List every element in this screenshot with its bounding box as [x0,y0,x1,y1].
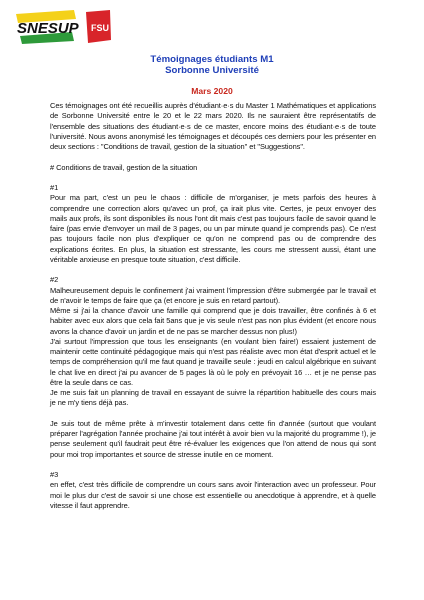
snesup-logo-icon [14,10,112,44]
testimony-3-label: #3 [50,470,59,479]
svg-text:FSU: FSU [91,23,109,33]
testimony-3-paragraph: en effet, c'est très difficile de comprendre un cours sans avoir l'interaction avec un professeur. Pour moi le plus dur c'est de savoir si une chose est essentielle ou anecdotique à apprendre, et à quelle vitesse il faut apprendre. [50,480,376,510]
testimony-2-paragraph-4: Je me suis fait un planning de travail en essayant de suivre la répartition habituelle des cours mais je ne m'y tiens déjà pas. [50,388,376,408]
document-title: Témoignages étudiants M1 [150,54,274,65]
testimony-2-paragraph-1: Malheureusement depuis le confinement j'ai vraiment l'impression d'être submergée par le travail et de n'avoir le temps de faire que ça (et encore je suis en retard partout). [50,285,376,305]
document-body [50,101,376,511]
document-date: Mars 2020 [191,86,233,96]
testimony-1-label: #1 [50,183,59,192]
testimony-2-label: #2 [50,275,59,285]
document-subtitle: Sorbonne Université [165,65,259,76]
testimony-2-paragraph-5: Je suis tout de même prête à m'investir totalement dans cette fin d'année (surtout que voulant préparer l'agrégation l'année prochaine j'ai tout intérêt à avoir bien vu la majorité du programme !), je pense seulement qu'il faudrait peut être ré-évaluer les exigences que l'on attend de nous qui sont pour moi trop importantes et source de stresse inutile en ce moment. [50,418,376,459]
snesup-fsu-logo [14,10,112,44]
svg-text:SNESUP: SNESUP [17,20,79,37]
testimony-2-paragraph-2: Même si j'ai la chance d'avoir une famille qui comprend que je dois travailler, être confinés à 6 et habiter avec eux alors que cela fait 5ans que je vis seule n'est pas non plus évident (et encore nous avons la chance d'avoir un jardin et de ne pas se marcher dessus non plus!) [50,306,376,336]
testimony-1-paragraph: Pour ma part, c'est un peu le chaos : difficile de m'organiser, je mets parfois des heures à comprendre une correction alors qu'avec un prof, ça irait plus vite. Certes, je peux envoyer des mails aux profs, ils sont disponibles ils nous l'ont dit mais c'est pas toujours facile de savoir quand le faire (pas envie d'envoyer un mail de 3 pages, ou un par minute quand je comprends pas). Ce n'est pas toujours facile non plus d'expliquer ce qu'on ne comprend pas ou de comprendre des explications écrites. En plus, la situation est stressante, les cours me stressent aussi, étant une véritable anxieuse en presque toute situation, c'est difficile. [50,193,376,264]
intro-paragraph: Ces témoignages ont été recueillis auprès d'étudiant·e·s du Master 1 Mathématiques et applications de Sorbonne Université entre le 20 et le 22 mars 2020. Ils ne sauraient être représentatifs de l'ensemble des situations des étudiant·e·s de ce master, encore moins des étudiant·e·s de toute l'université. Nous avons anonymisé les témoignages et découpés ces derniers pour les présenter en deux sections : "Conditions de travail, gestion de la situation" et "Suggestions". [50,101,376,151]
testimony-2-paragraph-3: J'ai surtout l'impression que tous les enseignants (en voulant bien faire!) essaient justement de maintenir cette continuité pédagogique mais qui n'est pas réaliste avec mon état d'esprit actuel et le temps de compréhension qu'il me faut quand je travaille seule : jeudi en calcul algébrique en suivant le chat live en direct j'ai pu avancer de 5 pages là où le poly en prévoyait 16 … et je ne pense pas être la seule dans ce cas. [50,336,376,387]
section-heading: # Conditions de travail, gestion de la situation [50,162,198,172]
